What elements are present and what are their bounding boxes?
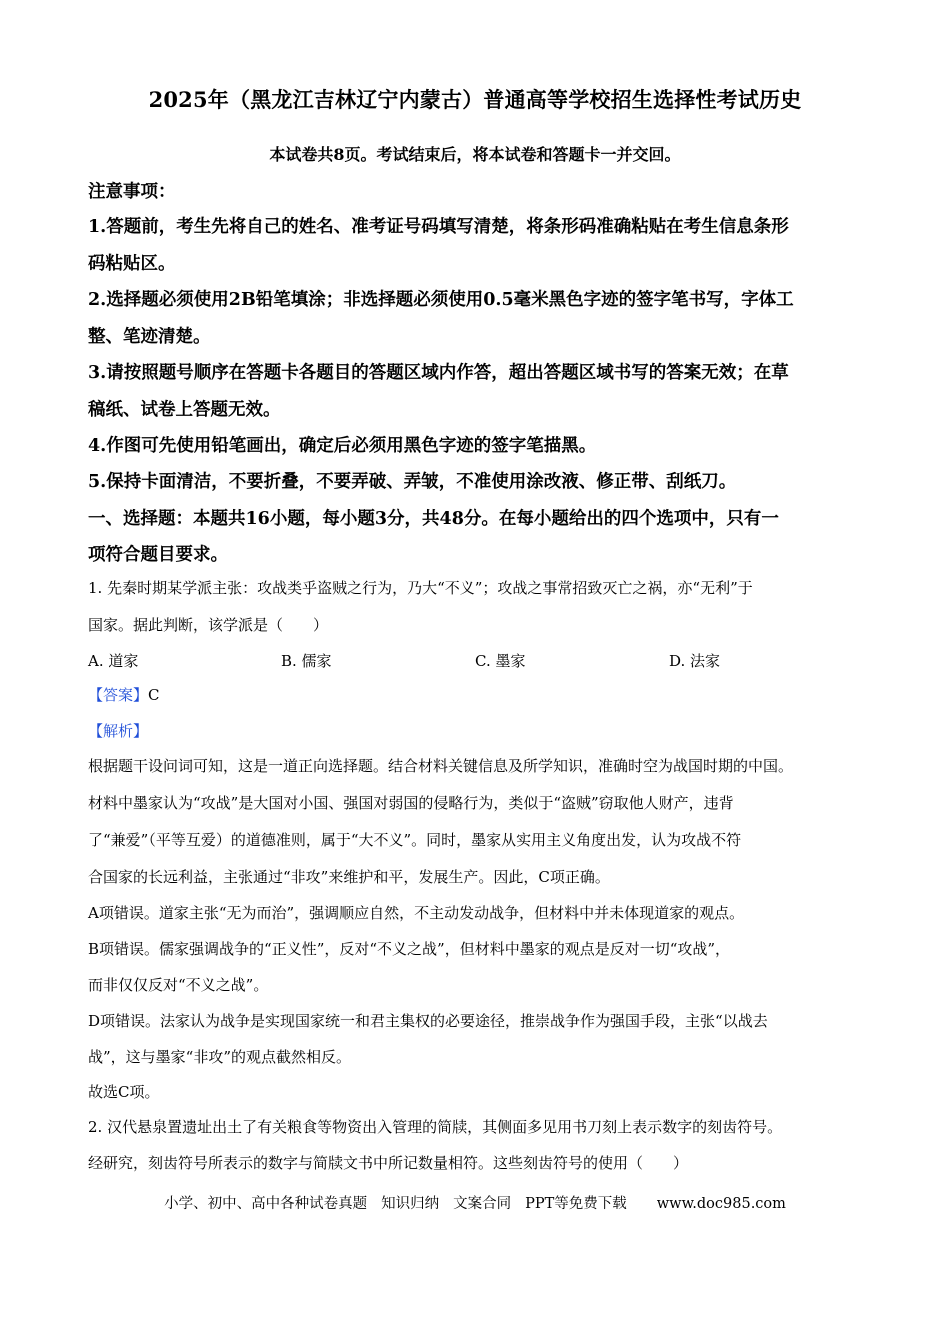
footer-text: 知识归纳 — [381, 1196, 440, 1212]
analysis-label: 【解析】 — [88, 722, 149, 740]
footer-text: 小学、初中、高中各种试卷真题 — [164, 1196, 368, 1212]
footer-text: PPT等免费下载 — [525, 1196, 627, 1212]
question-1-stem: 1. 先秦时期某学派主张：攻战类乎盗贼之行为，乃大“不义”；攻战之事常招致灭亡之祸，亦“无利”于 — [88, 579, 753, 597]
notice-line: 4.作图可先使用铅笔画出，确定后必须用黑色字迹的签字笔描黑。 — [88, 436, 597, 456]
analysis-line: 战”，这与墨家“非攻”的观点截然相反。 — [88, 1048, 352, 1066]
section-heading: 一、选择题：本题共16小题，每小题3分，共48分。在每小题给出的四个选项中，只有一 — [88, 509, 779, 529]
analysis-line: 而非仅仅反对“不义之战”。 — [88, 976, 269, 994]
analysis-line: 合国家的长远利益，主张通过“非攻”来维护和平，发展生产。因此，C项正确。 — [88, 868, 610, 886]
analysis-line: 材料中墨家认为“攻战”是大国对小国、强国对弱国的侵略行为，类似于“盗贼”窃取他人财产，违背 — [88, 794, 734, 812]
notice-heading: 注意事项： — [88, 182, 176, 202]
footer-text: 文案合同 — [453, 1196, 512, 1212]
question-2-stem: 经研究，刻齿符号所表示的数字与简牍文书中所记数量相符。这些刻齿符号的使用（ ） — [88, 1154, 689, 1172]
footer-link[interactable]: www.doc985.com — [656, 1196, 786, 1212]
analysis-line: A项错误。道家主张“无为而治”，强调顺应自然，不主动发动战争，但材料中并未体现道家的观点。 — [88, 904, 745, 922]
option-b: B. 儒家 — [281, 652, 332, 670]
analysis-line: 根据题干设问词可知，这是一道正向选择题。结合材料关键信息及所学知识，准确时空为战国时期的中国。 — [88, 757, 794, 775]
option-a: A. 道家 — [88, 652, 139, 670]
page-title: 2025年（黑龙江吉林辽宁内蒙古）普通高等学校招生选择性考试历史 — [148, 87, 802, 112]
analysis-line: B项错误。儒家强调战争的“正义性”，反对“不义之战”，但材料中墨家的观点是反对一切“攻战”， — [88, 940, 731, 958]
page-subtitle: 本试卷共8页。考试结束后，将本试卷和答题卡一并交回。 — [269, 145, 681, 164]
answer-value: C — [148, 686, 160, 704]
analysis-line: 故选C项。 — [88, 1083, 160, 1101]
section-heading: 项符合题目要求。 — [88, 545, 228, 565]
option-c: C. 墨家 — [475, 652, 526, 670]
analysis-line: 了“兼爱”（平等互爱）的道德准则，属于“大不义”。同时，墨家从实用主义角度出发，认为攻战不符 — [88, 831, 742, 849]
notice-line: 码粘贴区。 — [88, 254, 176, 274]
notice-line: 5.保持卡面清洁，不要折叠，不要弄破、弄皱，不准使用涂改液、修正带、刮纸刀。 — [88, 472, 737, 492]
page-footer — [0, 1192, 950, 1213]
notice-line: 1.答题前，考生先将自己的姓名、准考证号码填写清楚，将条形码准确粘贴在考生信息条形 — [88, 217, 789, 237]
notice-line: 稿纸、试卷上答题无效。 — [88, 400, 281, 420]
notice-line: 2.选择题必须使用2B铅笔填涂；非选择题必须使用0.5毫米黑色字迹的签字笔书写，字体工 — [88, 290, 794, 310]
notice-line: 3.请按照题号顺序在答题卡各题目的答题区域内作答，超出答题区域书写的答案无效；在草 — [88, 363, 789, 383]
question-1-stem: 国家。据此判断，该学派是（ ） — [88, 616, 329, 634]
notice-line: 整、笔迹清楚。 — [88, 327, 211, 347]
answer-line — [88, 684, 160, 705]
answer-label: 【答案】 — [88, 686, 149, 704]
analysis-line: D项错误。法家认为战争是实现国家统一和君主集权的必要途径，推崇战争作为强国手段，主张“以战去 — [88, 1012, 768, 1030]
question-2-stem: 2. 汉代悬泉置遗址出土了有关粮食等物资出入管理的简牍，其侧面多见用书刀刻上表示数字的刻齿符号。 — [88, 1118, 783, 1136]
option-d: D. 法家 — [669, 652, 721, 670]
